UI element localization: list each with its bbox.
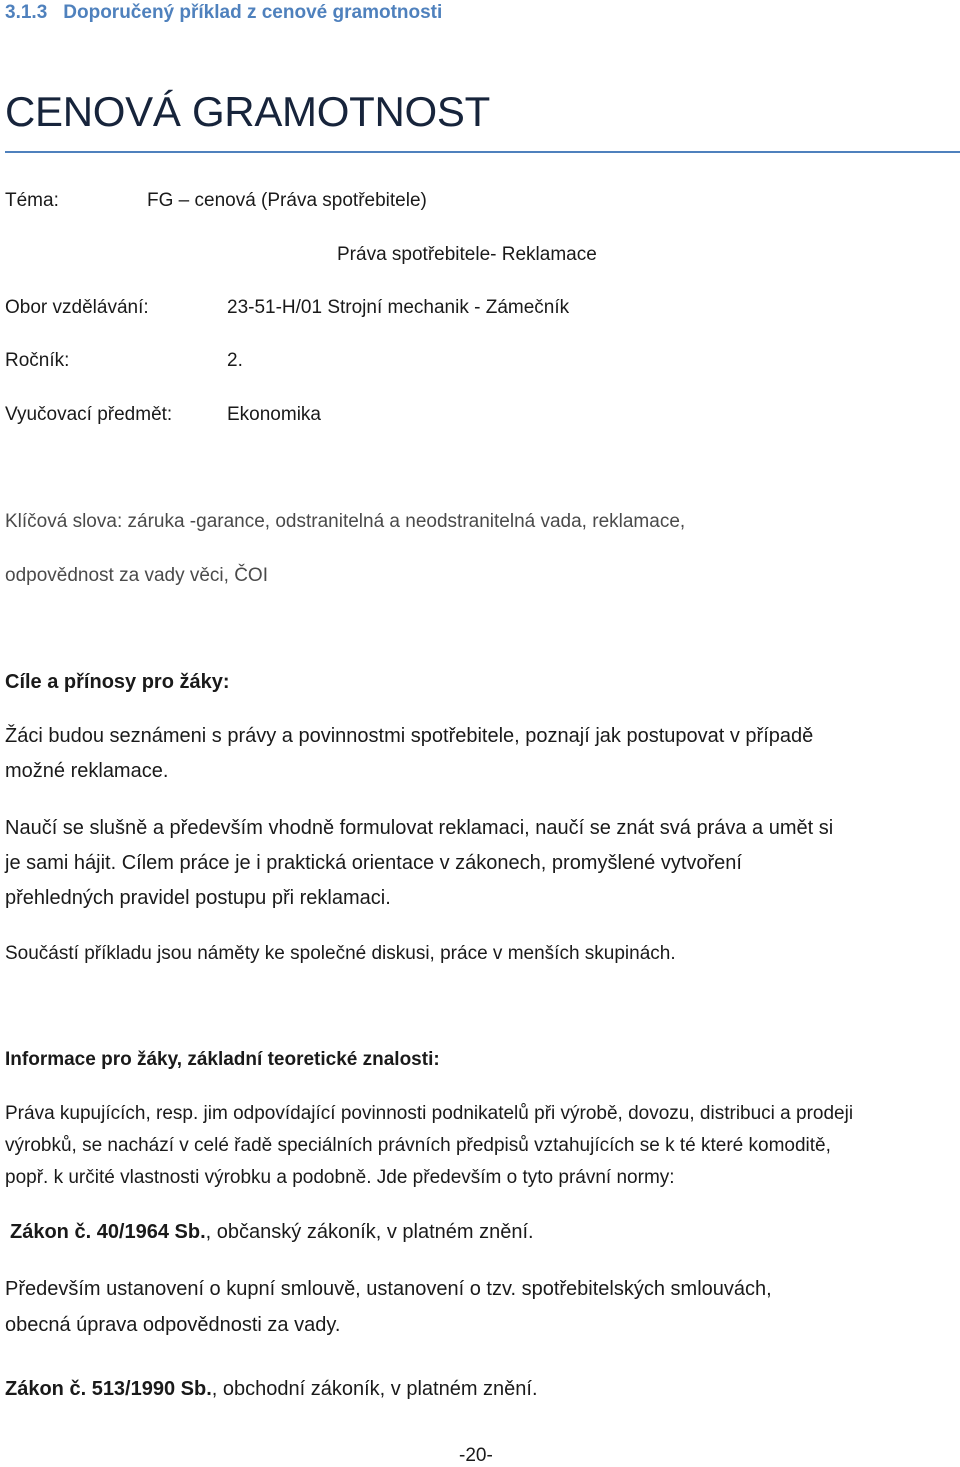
tema-label: Téma: (5, 190, 59, 211)
info-p2-line-2: obecná úprava odpovědnosti za vady. (5, 1314, 341, 1336)
law-1-description: , občanský zákoník, v platném znění. (205, 1221, 534, 1243)
law-2 (5, 1378, 538, 1401)
title-underline (5, 151, 960, 153)
goals-heading: Cíle a přínosy pro žáky: (5, 671, 230, 693)
info-p1-line-1: Práva kupujících, resp. jim odpovídající povinnosti podnikatelů při výrobě, dovozu, distribuci a prodeji (5, 1103, 854, 1124)
info-p1-line-3: popř. k určité vlastnosti výrobku a podobně. Jde především o tyto právní normy: (5, 1167, 675, 1188)
section-title: Doporučený příklad z cenové gramotnosti (63, 2, 443, 23)
rocnik-value: 2. (227, 350, 243, 371)
goals-p2-line-3: přehledných pravidel postupu při reklamaci. (5, 887, 391, 909)
info-p1-line-2: výrobků, se nachází v celé řadě speciálních právních předpisů vztahujících se k té které komoditě, (5, 1135, 831, 1156)
goals-p3: Součástí příkladu jsou náměty ke společné diskusi, práce v menších skupinách. (5, 943, 676, 964)
law-2-name: Zákon č. 513/1990 Sb. (5, 1378, 212, 1400)
rocnik-label: Ročník: (5, 350, 70, 371)
section-heading (5, 2, 442, 24)
document-title: CENOVÁ GRAMOTNOST (5, 88, 490, 135)
info-heading: Informace pro žáky, základní teoretické znalosti: (5, 1049, 440, 1070)
section-number: 3.1.3 (5, 2, 48, 23)
predmet-label: Vyučovací předmět: (5, 404, 173, 425)
tema-subtitle: Práva spotřebitele- Reklamace (337, 244, 597, 265)
tema-value: FG – cenová (Práva spotřebitele) (147, 190, 427, 211)
law-2-description: , obchodní zákoník, v platném znění. (211, 1378, 538, 1400)
law-1-name: Zákon č. 40/1964 Sb. (10, 1221, 206, 1243)
goals-p2-line-2: je sami hájit. Cílem práce je i praktická orientace v zákonech, promyšlené vytvoření (5, 852, 742, 874)
keywords-line-2: odpovědnost za vady věci, ČOI (5, 565, 268, 586)
goals-p1-line-2: možné reklamace. (5, 760, 169, 782)
info-p2-line-1: Především ustanovení o kupní smlouvě, ustanovení o tzv. spotřebitelských smlouvách, (5, 1278, 772, 1300)
page-number: -20- (459, 1445, 493, 1466)
goals-p2-line-1: Naučí se slušně a především vhodně formulovat reklamaci, naučí se znát svá práva a umět si (5, 817, 834, 839)
law-1 (10, 1221, 534, 1244)
predmet-value: Ekonomika (227, 404, 321, 425)
keywords-line-1: Klíčová slova: záruka -garance, odstranitelná a neodstranitelná vada, reklamace, (5, 511, 686, 532)
goals-p1-line-1: Žáci budou seznámeni s právy a povinnostmi spotřebitele, poznají jak postupovat v případě (5, 725, 814, 747)
obor-value: 23-51-H/01 Strojní mechanik - Zámečník (227, 297, 570, 318)
obor-label: Obor vzdělávání: (5, 297, 149, 318)
